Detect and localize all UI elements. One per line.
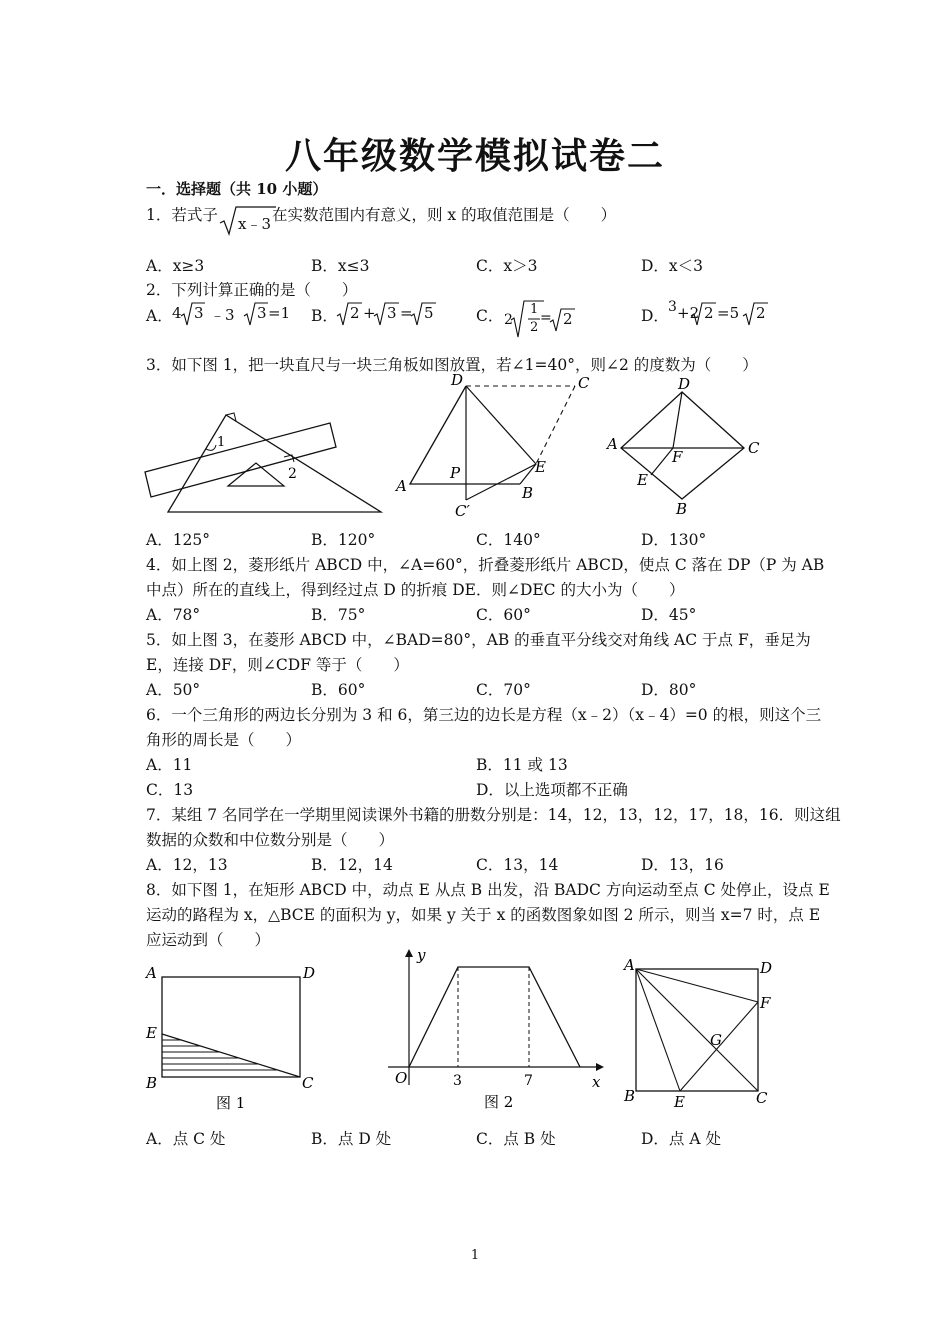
graph-label-x: x — [592, 1073, 601, 1091]
q2-d-radicand1: 2 — [704, 304, 714, 322]
q6-option-a[interactable]: A．11 — [146, 756, 193, 774]
q8-fig3-label-b: B — [624, 1087, 636, 1105]
page-number: 1 — [470, 1248, 480, 1263]
q2-b-radicand2: 3 — [387, 304, 397, 322]
section-heading: 一．选择题（共 10 小题） — [146, 180, 328, 198]
q4-option-a[interactable]: A．78° — [146, 606, 201, 624]
fig2-label-d: D — [451, 372, 464, 389]
q8-fig1-label-a: A — [146, 964, 157, 982]
q5-stem-line2: E，连接 DF，则∠CDF 等于（ ） — [146, 656, 409, 674]
fig2-label-b: B — [522, 484, 534, 502]
q2-c-num: 1 — [530, 302, 539, 317]
fig3-label-f: F — [672, 448, 683, 466]
q1-stem-post: 在实数范围内有意义，则 x 的取值范围是（ ） — [272, 206, 617, 224]
q8-fig3-label-c: C — [756, 1089, 768, 1107]
q2-option-a-expr — [172, 298, 292, 328]
q4-option-d[interactable]: D．45° — [641, 606, 697, 624]
q6-option-b[interactable]: B．11 或 13 — [476, 756, 568, 774]
q3-figure-2 — [394, 372, 594, 520]
fig2-label-c-prime: C′ — [455, 502, 470, 520]
angle-1-label: 1 — [217, 435, 226, 450]
q8-fig1-label-d: D — [303, 964, 316, 982]
q2-c-den: 2 — [530, 320, 539, 335]
fig3-label-e: E — [637, 471, 648, 489]
q2-d-c1: 3 — [668, 299, 677, 315]
q2-a-radicand2: 3 — [257, 304, 267, 322]
q3-option-d[interactable]: D．130° — [641, 531, 707, 549]
q2-b-eq: = — [400, 304, 413, 322]
q8-option-a[interactable]: A．点 C 处 — [146, 1130, 226, 1148]
q8-fig3-label-f: F — [760, 994, 771, 1012]
q8-figure-2-graph — [380, 945, 605, 1115]
q2-c-eq: = — [540, 310, 552, 326]
q8-fig1-caption: 图 1 — [216, 1094, 246, 1112]
q2-c-radicand: 2 — [563, 310, 573, 328]
q1-radicand: x﹣3 — [238, 215, 272, 233]
q2-d-plus: +2 — [677, 304, 700, 322]
q8-stem-line3: 应运动到（ ） — [146, 931, 271, 949]
graph-tick-7: 7 — [524, 1073, 533, 1089]
q6-option-c[interactable]: C．13 — [146, 781, 194, 799]
q2-a-eq: =1 — [268, 304, 291, 322]
fig3-label-d: D — [678, 375, 691, 393]
q8-option-c[interactable]: C．点 B 处 — [476, 1130, 556, 1148]
q2-option-a-label[interactable]: A． — [146, 307, 173, 325]
q4-option-b[interactable]: B．75° — [311, 606, 366, 624]
q7-option-a[interactable]: A．12，13 — [146, 856, 228, 874]
fig3-label-a: A — [607, 435, 618, 453]
q7-option-b[interactable]: B．12，14 — [311, 856, 393, 874]
q8-fig3-label-a: A — [624, 956, 635, 974]
q3-figure-1 — [140, 405, 385, 520]
q8-fig3-label-e: E — [674, 1093, 685, 1111]
page-title: 八年级数学模拟试卷二 — [284, 135, 665, 177]
q4-stem-line1: 4．如上图 2，菱形纸片 ABCD 中，∠A=60°，折叠菱形纸片 ABCD，使点 C 落在 DP（P 为 AB — [146, 556, 825, 574]
q8-fig1-label-b: B — [146, 1074, 158, 1092]
q3-option-b[interactable]: B．120° — [311, 531, 376, 549]
q2-b-radicand1: 2 — [350, 304, 360, 322]
q3-option-a[interactable]: A．125° — [146, 531, 211, 549]
q1-sqrt — [218, 203, 278, 237]
q8-fig2-caption: 图 2 — [484, 1093, 514, 1111]
q1-option-b[interactable]: B．x≤3 — [311, 257, 370, 275]
q6-option-d[interactable]: D．以上选项都不正确 — [476, 781, 628, 799]
q2-option-d-label[interactable]: D． — [641, 307, 669, 325]
q8-fig1-label-e: E — [146, 1024, 157, 1042]
q7-stem-line2: 数据的众数和中位数分别是（ ） — [146, 831, 395, 849]
q2-a-mid: ﹣3 — [210, 306, 235, 324]
q8-fig1-label-c: C — [302, 1074, 314, 1092]
q2-d-eq: =5 — [717, 304, 740, 322]
y-axis-arrow-icon — [405, 949, 413, 957]
q2-option-d-expr — [668, 298, 778, 328]
fig2-label-a: A — [396, 477, 407, 495]
q5-stem-line1: 5．如上图 3，在菱形 ABCD 中，∠BAD=80°，AB 的垂直平分线交对角线 AC 于点 F，垂足为 — [146, 631, 811, 649]
q5-option-a[interactable]: A．50° — [146, 681, 201, 699]
q8-fig3-label-d: D — [760, 959, 773, 977]
q2-d-radicand2: 2 — [756, 304, 766, 322]
q3-figure-3 — [602, 374, 772, 520]
q3-stem: 3．如下图 1，把一块直尺与一块三角板如图放置，若∠1=40°，则∠2 的度数为（ ） — [146, 356, 758, 374]
q6-stem-line2: 角形的周长是（ ） — [146, 731, 302, 749]
graph-label-origin: O — [395, 1069, 408, 1087]
q1-option-c[interactable]: C．x＞3 — [476, 257, 538, 275]
q8-stem-line1: 8．如下图 1，在矩形 ABCD 中，动点 E 从点 B 出发，沿 BADC 方向运动至点 C 处停止，设点 E — [146, 881, 830, 899]
q8-option-d[interactable]: D．点 A 处 — [641, 1130, 721, 1148]
q3-option-c[interactable]: C．140° — [476, 531, 541, 549]
q8-option-b[interactable]: B．点 D 处 — [311, 1130, 392, 1148]
q4-stem-line2: 中点）所在的直线上，得到经过点 D 的折痕 DE．则∠DEC 的大小为（ ） — [146, 581, 685, 599]
q8-stem-line2: 运动的路程为 x，△BCE 的面积为 y，如果 y 关于 x 的函数图象如图 2 所示，则当 x=7 时，点 E — [146, 906, 821, 924]
q7-option-c[interactable]: C．13，14 — [476, 856, 559, 874]
q2-option-c-expr — [504, 298, 584, 340]
q5-option-b[interactable]: B．60° — [311, 681, 366, 699]
q5-option-d[interactable]: D．80° — [641, 681, 697, 699]
q8-figure-3-square — [618, 955, 788, 1115]
fig2-label-p: P — [450, 464, 461, 482]
q1-option-d[interactable]: D．x＜3 — [641, 257, 704, 275]
q4-option-c[interactable]: C．60° — [476, 606, 531, 624]
q2-option-b-expr — [336, 298, 446, 328]
q2-option-c-label[interactable]: C． — [476, 307, 504, 325]
q2-option-b-label[interactable]: B． — [311, 307, 338, 325]
fig3-label-c: C — [748, 439, 760, 457]
q7-option-d[interactable]: D．13，16 — [641, 856, 724, 874]
q2-stem: 2．下列计算正确的是（ ） — [146, 281, 358, 299]
q2-c-coef: 2 — [504, 312, 513, 328]
fig2-label-c: C — [578, 374, 590, 392]
q2-b-radicand3: 5 — [424, 304, 434, 322]
q2-a-radicand1: 3 — [194, 304, 204, 322]
q2-a-coef: 4 — [172, 304, 182, 322]
q6-stem-line1: 6．一个三角形的两边长分别为 3 和 6，第三边的边长是方程（x﹣2）（x﹣4）=0 的根，则这个三 — [146, 706, 822, 724]
q8-fig3-label-g: G — [710, 1031, 722, 1049]
q1-stem-pre: 1．若式子 — [146, 206, 218, 224]
q1-option-a[interactable]: A．x≥3 — [146, 257, 205, 275]
angle-2-label: 2 — [288, 466, 297, 482]
q5-option-c[interactable]: C．70° — [476, 681, 531, 699]
fig3-label-b: B — [676, 500, 688, 518]
fig2-label-e: E — [535, 458, 546, 476]
q7-stem-line1: 7．某组 7 名同学在一学期里阅读课外书籍的册数分别是：14，12，13，12，17，18，16．则这组 — [146, 806, 841, 824]
x-axis-arrow-icon — [596, 1063, 604, 1071]
q2-b-plus: + — [363, 304, 376, 322]
q8-figure-1-rectangle — [140, 960, 330, 1115]
graph-tick-3: 3 — [453, 1073, 462, 1089]
graph-label-y: y — [417, 946, 426, 964]
